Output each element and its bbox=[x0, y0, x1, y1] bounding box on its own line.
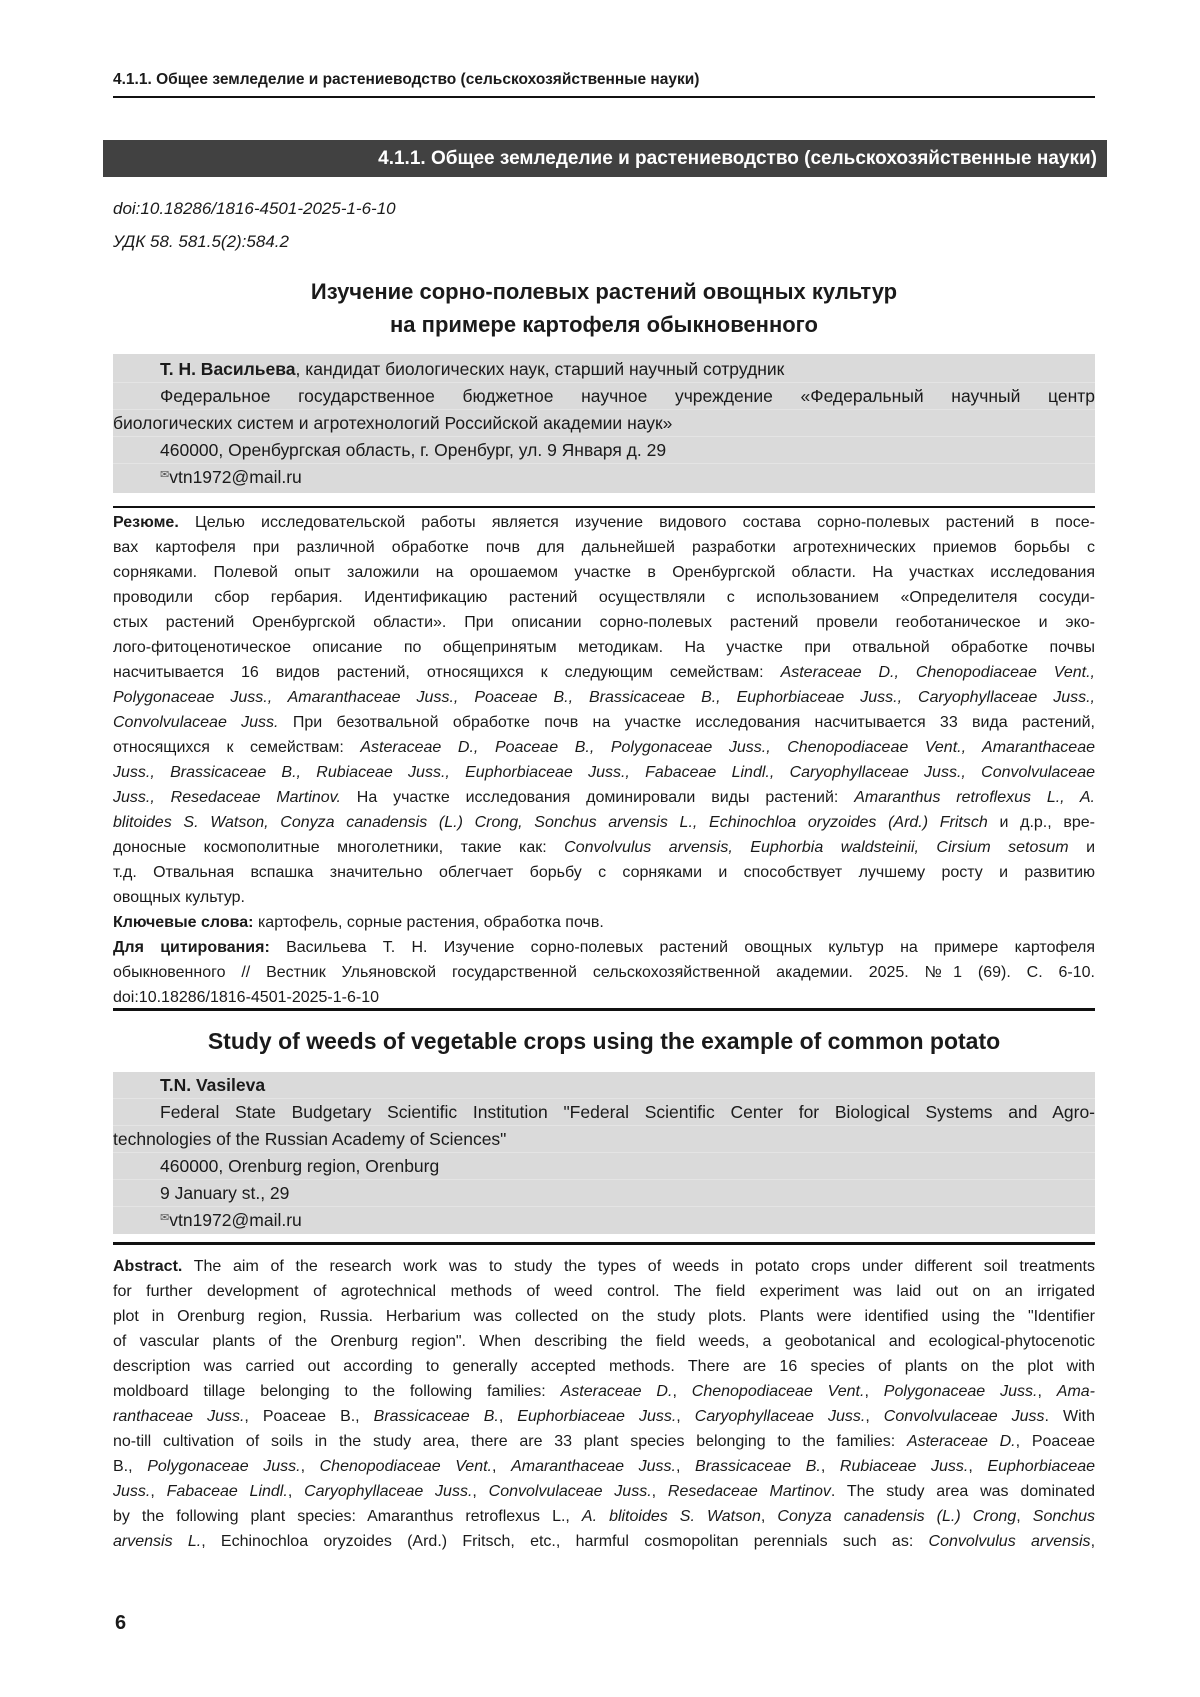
text-segment: B., bbox=[113, 1458, 147, 1475]
resume bbox=[113, 510, 1095, 910]
text-line bbox=[113, 1429, 1095, 1454]
text-segment: doi:10.18286/1816-4501-2025-1-6-10 bbox=[113, 989, 379, 1006]
text-line bbox=[113, 885, 1095, 910]
italic-term: Juss., Resedaceae Martinov. bbox=[113, 789, 341, 806]
text-segment: т.д. Отвальная вспашка значительно облегчает борьбу с сорняками и способствует лучшему росту и развитию bbox=[113, 864, 1095, 881]
italic-term: Convolvulus arvensis, Euphorbia waldsteinii, Cirsium setosum bbox=[564, 839, 1068, 856]
text-line bbox=[113, 635, 1095, 660]
text-segment: вах картофеля при различной обработке почв для дальнейшей разработки агротехнических приемов борьбы с bbox=[113, 539, 1095, 556]
text-line bbox=[113, 1279, 1095, 1304]
text-line bbox=[113, 685, 1095, 710]
text-segment: , bbox=[676, 1408, 694, 1425]
italic-term: Convolvulaceae Juss. bbox=[113, 714, 279, 731]
text-line bbox=[113, 960, 1095, 985]
italic-term: Resedaceae Martinov bbox=[668, 1483, 831, 1500]
text-segment: , bbox=[288, 1483, 304, 1500]
text-line bbox=[113, 1479, 1095, 1504]
abstract-block bbox=[113, 1254, 1095, 1554]
text-segment: , bbox=[472, 1483, 488, 1500]
italic-term: Asteraceae D. bbox=[561, 1383, 673, 1400]
text-segment: и д.р., вре- bbox=[988, 814, 1095, 831]
text-segment: , bbox=[1091, 1533, 1095, 1550]
text-line bbox=[113, 610, 1095, 635]
abstract bbox=[113, 1254, 1095, 1554]
divider bbox=[113, 506, 1095, 508]
running-header: 4.1.1. Общее земледелие и растениеводство (сельскохозяйственные науки) bbox=[113, 70, 1095, 90]
text-segment: moldboard tillage belonging to the following families: bbox=[113, 1383, 561, 1400]
text-line bbox=[113, 1379, 1095, 1404]
address: 460000, Orenburg region, Orenburg bbox=[113, 1153, 1095, 1180]
text-segment: description was carried out according to generally accepted methods. There are 16 species of plants on the plot with bbox=[113, 1358, 1095, 1375]
text-line bbox=[113, 710, 1095, 735]
italic-term: Chenopodiaceae Vent. bbox=[692, 1383, 865, 1400]
author-line bbox=[113, 356, 1095, 383]
text-segment: овощных культур. bbox=[113, 889, 245, 906]
text-segment: насчитывается 16 видов растений, относящихся к следующим семействам: bbox=[113, 664, 781, 681]
text-line bbox=[113, 985, 1095, 1010]
italic-term: Fabaceae Lindl. bbox=[167, 1483, 288, 1500]
email-line bbox=[113, 464, 1095, 491]
text-line bbox=[113, 1454, 1095, 1479]
text-line bbox=[113, 510, 1095, 535]
page-number: 6 bbox=[115, 1612, 126, 1635]
text-segment: стых растений Оренбургской области». При описании сорно-полевых растений провели геоботаническое и эко- bbox=[113, 614, 1095, 631]
org-line: биологических систем и агротехнологий Российской академии наук» bbox=[113, 410, 1095, 437]
text-segment: , bbox=[492, 1458, 511, 1475]
envelope-icon: ✉ bbox=[160, 462, 169, 489]
text-segment: , bbox=[652, 1483, 668, 1500]
email-link[interactable]: vtn1972@mail.ru bbox=[169, 1210, 302, 1230]
resume-block bbox=[113, 510, 1095, 1010]
text-segment: plot in Orenburg region, Russia. Herbarium was collected on the study plots. Plants were identified using the "Identifier bbox=[113, 1308, 1095, 1325]
bold-label: Для цитирования: bbox=[113, 939, 270, 956]
text-line bbox=[113, 860, 1095, 885]
divider bbox=[113, 1008, 1095, 1011]
text-line bbox=[113, 1504, 1095, 1529]
author-name: T.N. Vasileva bbox=[113, 1072, 1095, 1099]
italic-term: Caryophyllaceae Juss. bbox=[695, 1408, 866, 1425]
divider bbox=[113, 1242, 1095, 1245]
title-line: на примере картофеля обыкновенного bbox=[113, 308, 1095, 341]
text-segment: The aim of the research work was to study the types of weeds in potato crops under different soil treatments bbox=[182, 1258, 1095, 1275]
text-segment: лого-фитоценотическое описание по общепринятым методикам. На участке при отвальной обработке почвы bbox=[113, 639, 1095, 656]
italic-term: A. blitoides S. Watson bbox=[582, 1508, 761, 1525]
bold-label: Ключевые слова: bbox=[113, 914, 254, 931]
italic-term: Conyza canadensis (L.) Crong bbox=[777, 1508, 1016, 1525]
text-line bbox=[113, 660, 1095, 685]
italic-term: Polygonaceae Juss. bbox=[147, 1458, 300, 1475]
org-line: Федеральное государственное бюджетное научное учреждение «Федеральный научный центр bbox=[113, 383, 1095, 410]
text-segment: . The study area was dominated bbox=[831, 1483, 1095, 1500]
text-segment: , bbox=[672, 1383, 691, 1400]
email-line bbox=[113, 1207, 1095, 1234]
citation bbox=[113, 935, 1095, 1010]
envelope-icon: ✉ bbox=[160, 1205, 169, 1232]
italic-term: Juss. bbox=[113, 1483, 150, 1500]
italic-term: Euphorbiaceae bbox=[987, 1458, 1095, 1475]
text-segment: , bbox=[864, 1383, 883, 1400]
italic-term: Asteraceae D. bbox=[907, 1433, 1016, 1450]
italic-term: Chenopodiaceae Vent. bbox=[320, 1458, 492, 1475]
text-line bbox=[113, 1404, 1095, 1429]
text-segment: no-till cultivation of soils in the study area, there are 33 plant species belonging to the families: bbox=[113, 1433, 907, 1450]
section-bar: 4.1.1. Общее земледелие и растениеводство (сельскохозяйственные науки) bbox=[103, 140, 1107, 177]
author-box-en bbox=[113, 1072, 1095, 1234]
author-name: Т. Н. Васильева bbox=[160, 359, 296, 379]
italic-term: Convolvulaceae Juss. bbox=[489, 1483, 652, 1500]
title-line: Изучение сорно-полевых растений овощных культур bbox=[113, 275, 1095, 308]
italic-term: Sonchus bbox=[1033, 1508, 1095, 1525]
italic-term: Polygonaceae Juss. bbox=[884, 1383, 1038, 1400]
italic-term: blitoides S. Watson, Conyza canadensis (L.) Crong, Sonchus arvensis L., Echinochloa oryzoides (Ard.) Fritsch bbox=[113, 814, 988, 831]
org-line: technologies of the Russian Academy of Sciences" bbox=[113, 1126, 1095, 1153]
text-segment: При безотвальной обработке почв на участке исследования насчитывается 33 вида растений, bbox=[279, 714, 1096, 731]
italic-term: Ama- bbox=[1057, 1383, 1095, 1400]
italic-term: arvensis L. bbox=[113, 1533, 201, 1550]
text-segment: Васильева Т. Н. Изучение сорно-полевых растений овощных культур на примере картофеля bbox=[270, 939, 1095, 956]
text-segment: , bbox=[865, 1408, 883, 1425]
text-segment: доносные космополитные многолетники, такие как: bbox=[113, 839, 564, 856]
text-segment: , Echinochloa oryzoides (Ard.) Fritsch, etc., harmful cosmopolitan perennials such as: bbox=[201, 1533, 928, 1550]
address: 9 January st., 29 bbox=[113, 1180, 1095, 1207]
text-line bbox=[113, 935, 1095, 960]
text-segment: Целью исследовательской работы является изучение видового состава сорно-полевых растений в посе- bbox=[179, 514, 1095, 531]
header-divider bbox=[113, 96, 1095, 98]
text-segment: На участке исследования доминировали виды растений: bbox=[341, 789, 854, 806]
text-line bbox=[113, 1254, 1095, 1279]
text-segment: by the following plant species: Amaranthus retroflexus L., bbox=[113, 1508, 582, 1525]
text-segment: , bbox=[1037, 1383, 1056, 1400]
text-segment: . With bbox=[1045, 1408, 1095, 1425]
text-segment: , bbox=[150, 1483, 166, 1500]
text-segment: , bbox=[968, 1458, 987, 1475]
italic-term: Asteraceae D., Chenopodiaceae Vent., bbox=[781, 664, 1095, 681]
text-segment: , bbox=[499, 1408, 517, 1425]
email-link[interactable]: vtn1972@mail.ru bbox=[169, 467, 302, 487]
text-segment: картофель, сорные растения, обработка почв. bbox=[254, 914, 604, 931]
author-position: , кандидат биологических наук, старший научный сотрудник bbox=[296, 359, 785, 379]
italic-term: Convolvulaceae Juss bbox=[884, 1408, 1045, 1425]
text-segment: относящихся к семействам: bbox=[113, 739, 360, 756]
text-line bbox=[113, 1529, 1095, 1554]
text-line bbox=[113, 1329, 1095, 1354]
text-line bbox=[113, 910, 1095, 935]
text-line bbox=[113, 1354, 1095, 1379]
udk: УДК 58. 581.5(2):584.2 bbox=[113, 231, 289, 253]
text-segment: сорняками. Полевой опыт заложили на орошаемом участке в Оренбургской области. На участках исследования bbox=[113, 564, 1095, 581]
italic-term: Convolvulus arvensis bbox=[929, 1533, 1091, 1550]
bold-label: Резюме. bbox=[113, 514, 179, 531]
text-line bbox=[113, 785, 1095, 810]
article-title-en: Study of weeds of vegetable crops using the example of common potato bbox=[113, 1025, 1095, 1058]
italic-term: Juss., Brassicaceae B., Rubiaceae Juss., Euphorbiaceae Juss., Fabaceae Lindl., Caryophyllaceae Juss., Convolvulaceae bbox=[113, 764, 1095, 781]
italic-term: Caryophyllaceae Juss. bbox=[304, 1483, 472, 1500]
italic-term: Asteraceae D., Poaceae B., Polygonaceae Juss., Chenopodiaceae Vent., Amaranthaceae bbox=[360, 739, 1095, 756]
text-segment: , Poaceae B., bbox=[244, 1408, 373, 1425]
text-line bbox=[113, 585, 1095, 610]
italic-term: Amaranthaceae Juss. bbox=[511, 1458, 676, 1475]
italic-term: Brassicaceae B. bbox=[695, 1458, 821, 1475]
bold-label: Abstract. bbox=[113, 1258, 182, 1275]
text-line bbox=[113, 560, 1095, 585]
keywords bbox=[113, 910, 1095, 935]
italic-term: Euphorbiaceae Juss. bbox=[517, 1408, 676, 1425]
text-line bbox=[113, 760, 1095, 785]
text-segment: , Poaceae bbox=[1016, 1433, 1095, 1450]
text-line bbox=[113, 835, 1095, 860]
text-segment: for further development of agrotechnical methods of weed control. The field experiment was laid out on an irrigated bbox=[113, 1283, 1095, 1300]
doi: doi:10.18286/1816-4501-2025-1-6-10 bbox=[113, 198, 396, 220]
text-segment: , bbox=[761, 1508, 777, 1525]
text-segment: of vascular plants of the Orenburg region". When describing the field weeds, a geobotanical and ecological-phytocenotic bbox=[113, 1333, 1095, 1350]
text-segment: проводили сбор гербария. Идентификацию растений осуществляли с использованием «Определителя сосуди- bbox=[113, 589, 1095, 606]
text-line bbox=[113, 1304, 1095, 1329]
text-line bbox=[113, 735, 1095, 760]
address: 460000, Оренбургская область, г. Оренбург, ул. 9 Января д. 29 bbox=[113, 437, 1095, 464]
org-line: Federal State Budgetary Scientific Institution "Federal Scientific Center for Biological Systems and Agro- bbox=[113, 1099, 1095, 1126]
text-segment: , bbox=[676, 1458, 695, 1475]
text-segment: и bbox=[1069, 839, 1095, 856]
text-segment: обыкновенного // Вестник Ульяновской государственной сельскохозяйственной академии. 2025. №1 (69). С. 6-10. bbox=[113, 964, 1095, 981]
text-segment: , bbox=[821, 1458, 840, 1475]
text-segment: , bbox=[1016, 1508, 1032, 1525]
italic-term: Polygonaceae Juss., Amaranthaceae Juss., Poaceae B., Brassicaceae B., Euphorbiaceae Juss., Caryophyllaceae Juss., bbox=[113, 689, 1095, 706]
italic-term: Brassicaceae B. bbox=[374, 1408, 499, 1425]
text-line bbox=[113, 535, 1095, 560]
italic-term: Rubiaceae Juss. bbox=[840, 1458, 968, 1475]
article-title-ru bbox=[113, 275, 1095, 341]
italic-term: Amaranthus retroflexus L., A. bbox=[854, 789, 1095, 806]
author-box-ru bbox=[113, 354, 1095, 493]
text-segment: , bbox=[301, 1458, 320, 1475]
text-line bbox=[113, 810, 1095, 835]
italic-term: ranthaceae Juss. bbox=[113, 1408, 244, 1425]
